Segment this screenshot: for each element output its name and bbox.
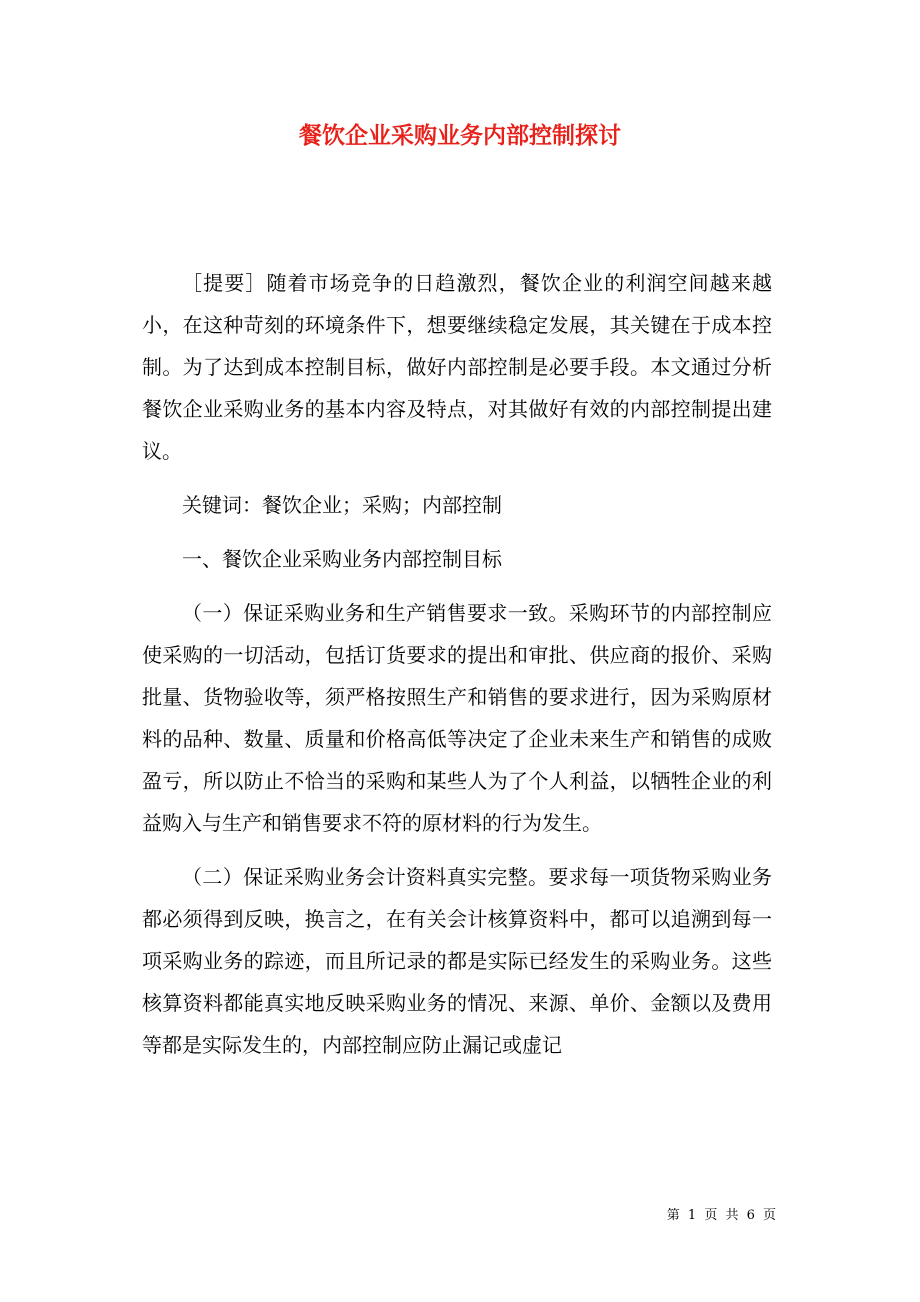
body-paragraph: （二）保证采购业务会计资料真实完整。要求每一项货物采购业务都必须得到反映，换言之，在有关会计核算资料中，都可以追溯到每一项采购业务的踪迹，而且所记录的都是实际已经发生的采购业务。这些核算资料都能真实地反映采购业务的情况、来源、单价、金额以及费用等都是实际发生的，内部控制应防止漏记或虚记 (142, 865, 772, 1057)
body-paragraph: （一）保证采购业务和生产销售要求一致。采购环节的内部控制应使采购的一切活动，包括订货要求的提出和审批、供应商的报价、采购批量、货物验收等，须严格按照生产和销售的要求进行，因为采购原材料的品种、数量、质量和价格高低等决定了企业未来生产和销售的成败盈亏，所以防止不恰当的采购和某些人为了个人利益，以牺牲企业的利益购入与生产和销售要求不符的原材料的行为发生。 (142, 601, 772, 835)
page-number: 第 1 页 共 6 页 (666, 1208, 778, 1223)
abstract-paragraph: ［提要］随着市场竞争的日趋激烈，餐饮企业的利润空间越来越小，在这种苛刻的环境条件下，想要继续稳定发展，其关键在于成本控制。为了达到成本控制目标，做好内部控制是必要手段。本文通过分析餐饮企业采购业务的基本内容及特点，对其做好有效的内部控制提出建议。 (142, 271, 772, 463)
keywords-paragraph: 关键词：餐饮企业；采购；内部控制 (182, 493, 502, 517)
section-heading-1: 一、餐饮企业采购业务内部控制目标 (182, 547, 502, 571)
document-title: 餐饮企业采购业务内部控制探讨 (299, 122, 621, 149)
document-body (142, 262, 772, 1066)
